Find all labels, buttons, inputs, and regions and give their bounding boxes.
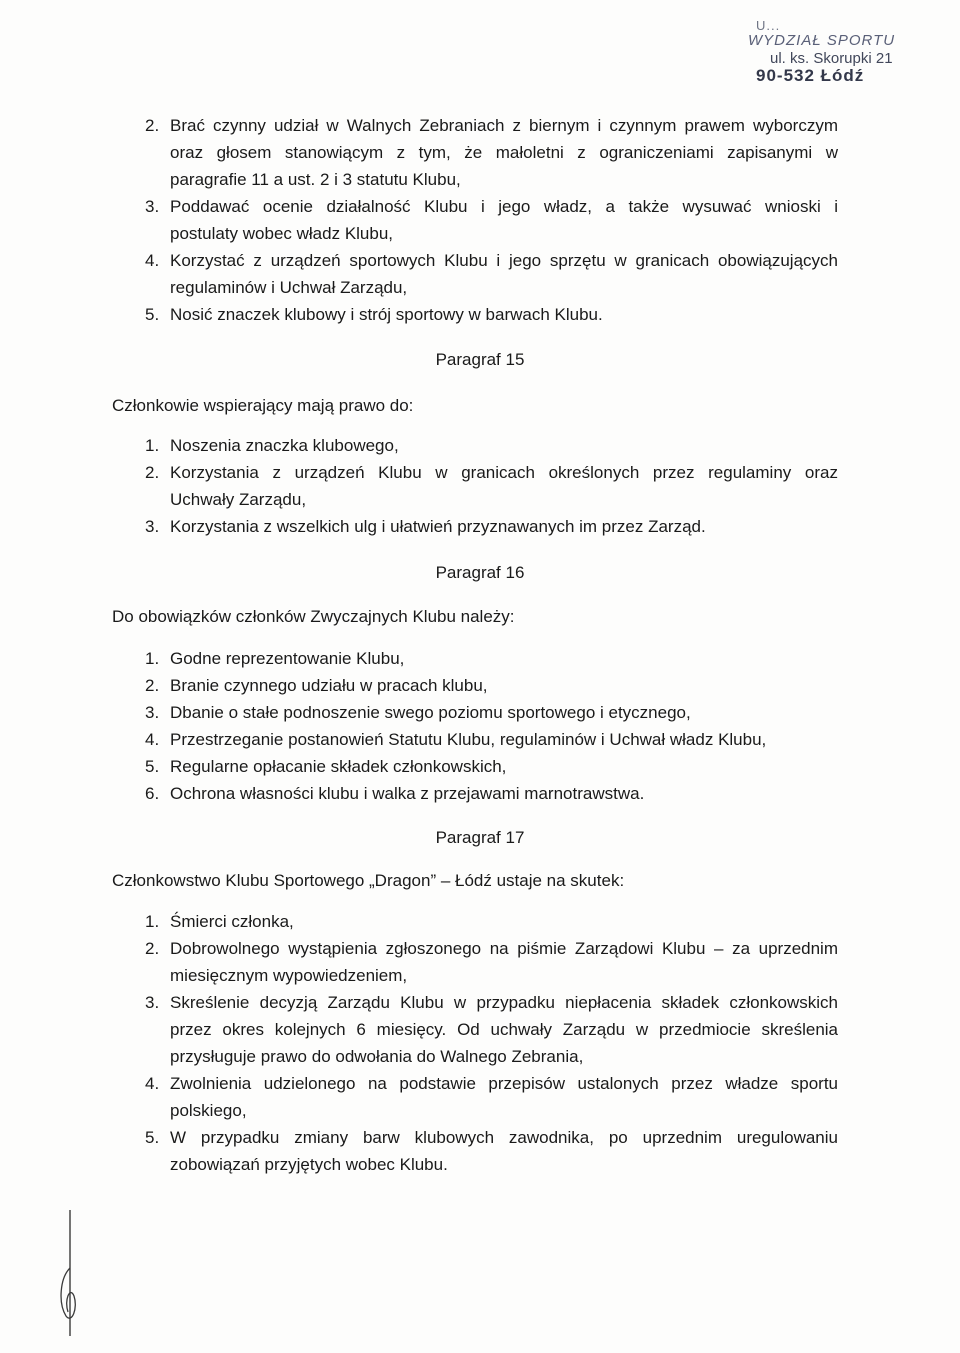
stamp-line-4: 90-532 Łódź (756, 66, 865, 85)
list-item-number: 5. (145, 305, 160, 324)
list-item-text: Branie czynnego udziału w pracach klubu, (170, 676, 488, 695)
list-item-text: Nosić znaczek klubowy i strój sportowy w barwach Klubu. (170, 305, 603, 324)
list-item-text: Skreślenie decyzją Zarządu Klubu w przypadku niepłacenia składek członkowskich (170, 993, 838, 1012)
section-intro: Członkowie wspierający mają prawo do: (112, 396, 414, 415)
section-intro: Członkowstwo Klubu Sportowego „Dragon” – Łódź ustaje na skutek: (112, 871, 625, 890)
list-item-text: przez okres kolejnych 6 miesięcy. Od uchwały Zarządu w przedmiocie skreślenia (170, 1020, 838, 1039)
list-item-number: 2. (145, 676, 160, 695)
list-item-text: paragrafie 11 a ust. 2 i 3 statutu Klubu, (170, 170, 461, 189)
list-item-text: postulaty wobec władz Klubu, (170, 224, 394, 243)
list-item-number: 3. (145, 703, 160, 722)
list-item-text: Regularne opłacanie składek członkowskich, (170, 757, 507, 776)
list-item-text: Zwolnienia udzielonego na podstawie przepisów ustalonych przez władze sportu (170, 1074, 838, 1093)
list-item-number: 1. (145, 912, 160, 931)
list-item-text: Uchwały Zarządu, (170, 490, 307, 509)
handwritten-signature (52, 1208, 92, 1338)
list-item-text: Poddawać ocenie działalność Klubu i jego władz, a także wysuwać wnioski i (170, 197, 838, 216)
list-item-number: 6. (145, 784, 160, 803)
section-heading: Paragraf 17 (435, 828, 525, 847)
list-item-number: 5. (145, 1128, 160, 1147)
list-item-text: Ochrona własności klubu i walka z przejawami marnotrawstwa. (170, 784, 645, 803)
list-item-number: 3. (145, 197, 160, 216)
list-item-text: Korzystania z urządzeń Klubu w granicach określonych przez regulaminy oraz (170, 463, 838, 482)
list-item-number: 2. (145, 939, 160, 958)
list-item-text: Przestrzeganie postanowień Statutu Klubu, regulaminów i Uchwał władz Klubu, (170, 730, 767, 749)
stamp-line-3: ul. ks. Skorupki 21 (770, 50, 893, 67)
list-item-text: Dobrowolnego wystąpienia zgłoszonego na piśmie Zarządowi Klubu – za uprzednim (170, 939, 838, 958)
list-item-text: Śmierci członka, (170, 912, 294, 931)
list-item-text: oraz głosem stanowiącym z tym, że małoletni z ograniczeniami zapisanymi w (170, 143, 838, 162)
section-intro: Do obowiązków członków Zwyczajnych Klubu należy: (112, 607, 515, 626)
stamp-line-2: WYDZIAŁ SPORTU (748, 32, 896, 49)
list-item-text: Dbanie o stałe podnoszenie swego poziomu sportowego i etycznego, (170, 703, 691, 722)
list-item-number: 5. (145, 757, 160, 776)
list-item-text: regulaminów i Uchwał Zarządu, (170, 278, 408, 297)
list-item-text: Noszenia znaczka klubowego, (170, 436, 399, 455)
stamp-line-1: U... (756, 18, 781, 33)
list-item-number: 3. (145, 517, 160, 536)
list-item-text: Korzystać z urządzeń sportowych Klubu i jego sprzętu w granicach obowiązujących (170, 251, 838, 270)
list-item-text: miesięcznym wypowiedzeniem, (170, 966, 408, 985)
list-item-number: 4. (145, 730, 160, 749)
list-item-text: W przypadku zmiany barw klubowych zawodnika, po uprzednim uregulowaniu (170, 1128, 838, 1147)
list-item-text: przysługuje prawo do odwołania do Walnego Zebrania, (170, 1047, 584, 1066)
section-heading: Paragraf 15 (435, 350, 525, 369)
official-stamp (748, 18, 938, 88)
section-heading: Paragraf 16 (435, 563, 525, 582)
list-item-number: 3. (145, 993, 160, 1012)
list-item-number: 4. (145, 251, 160, 270)
list-item-number: 1. (145, 649, 160, 668)
list-item-number: 1. (145, 436, 160, 455)
list-item-number: 2. (145, 116, 160, 135)
list-item-number: 2. (145, 463, 160, 482)
list-item-text: Godne reprezentowanie Klubu, (170, 649, 405, 668)
list-item-text: polskiego, (170, 1101, 247, 1120)
list-item-text: Brać czynny udział w Walnych Zebraniach z biernym i czynnym prawem wyborczym (170, 116, 838, 135)
list-item-text: Korzystania z wszelkich ulg i ułatwień przyznawanych im przez Zarząd. (170, 517, 706, 536)
list-item-number: 4. (145, 1074, 160, 1093)
list-item-text: zobowiązań przyjętych wobec Klubu. (170, 1155, 448, 1174)
